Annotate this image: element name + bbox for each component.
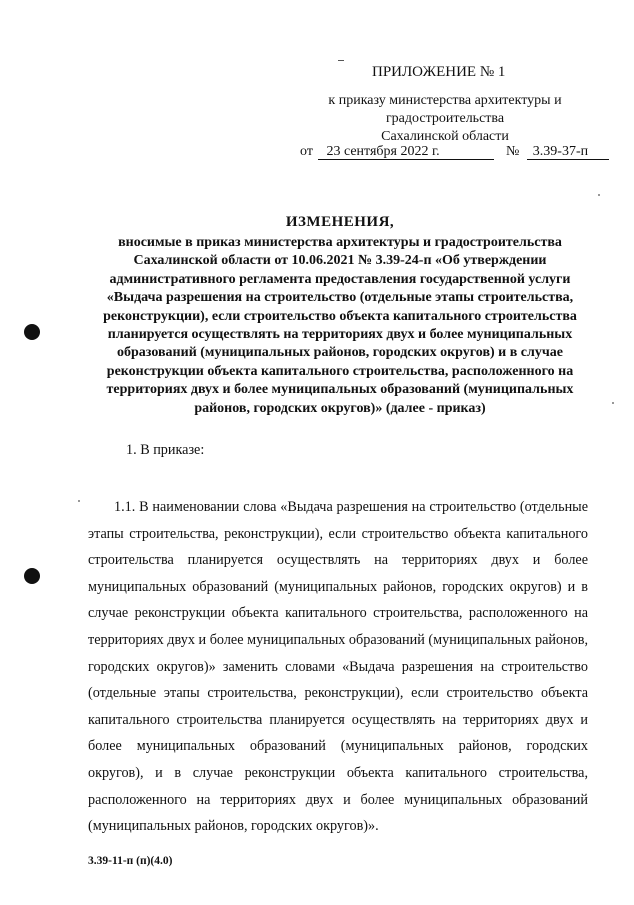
annex-line-1: к приказу министерства архитектуры и xyxy=(328,93,562,108)
document-heading xyxy=(80,212,600,418)
annex-line-3: Сахалинской области xyxy=(381,129,509,144)
annex-line-2: градостроительства xyxy=(385,111,505,126)
item-1: 1. В приказе: xyxy=(126,442,205,458)
from-label: от xyxy=(300,144,313,159)
number-label: № xyxy=(505,144,520,159)
annex-date-line xyxy=(300,144,609,160)
item-1-1: 1.1. В наименовании слова «Выдача разрешения на строительство (отдельные этапы строительства, реконструкции), если строительство объекта капитального строительства планируется осуществлять на территориях двух и более муниципальных образований (муниципальных районов, городских округов) и в случае реконструкции объекта капитального строительства, расположенного на территориях двух и более муниципальных образований (муниципальных районов, городских округов)» заменить словами «Выдача разрешения на строительство (отдельные этапы строительства, реконструкции), если строительство объекта капитального строительства планируется осуществлять на территориях двух и более муниципальных образований (муниципальных районов, городских округов), и в случае реконструкции объекта капитального строительства, расположенного на территориях двух и более муниципальных образований (муниципальных районов, городских округов)». xyxy=(88,499,588,835)
scan-speck xyxy=(598,194,600,196)
order-date: 23 сентября 2022 г. xyxy=(318,144,494,160)
order-number: 3.39-37-п xyxy=(527,144,609,160)
punch-hole-top xyxy=(24,324,40,340)
document-subtitle: вносимые в приказ министерства архитектуры и градостроительства Сахалинской области от 10.06.2021 № 3.39-24-п «Об утверждении административного регламента предоставления государственной услуги «Выдача разрешения на строительство (отдельные этапы строительства, реконструкции), если строительство объекта капитального строительства планируется осуществлять на территориях двух и более муниципальных образований (муниципальных районов, городских округов) и в случае реконструкции объекта капитального строительства, расположенного на территориях двух и более муниципальных образований (муниципальных районов, городских округов)» (далее - приказ) xyxy=(103,235,577,416)
document-title: ИЗМЕНЕНИЯ, xyxy=(285,214,395,230)
annex-title: ПРИЛОЖЕНИЕ № 1 xyxy=(372,64,506,80)
document-code: 3.39-11-п (п)(4.0) xyxy=(88,855,173,867)
scan-mark xyxy=(338,60,344,61)
scan-speck xyxy=(78,500,80,502)
scan-speck xyxy=(612,402,614,404)
punch-hole-bottom xyxy=(24,568,40,584)
